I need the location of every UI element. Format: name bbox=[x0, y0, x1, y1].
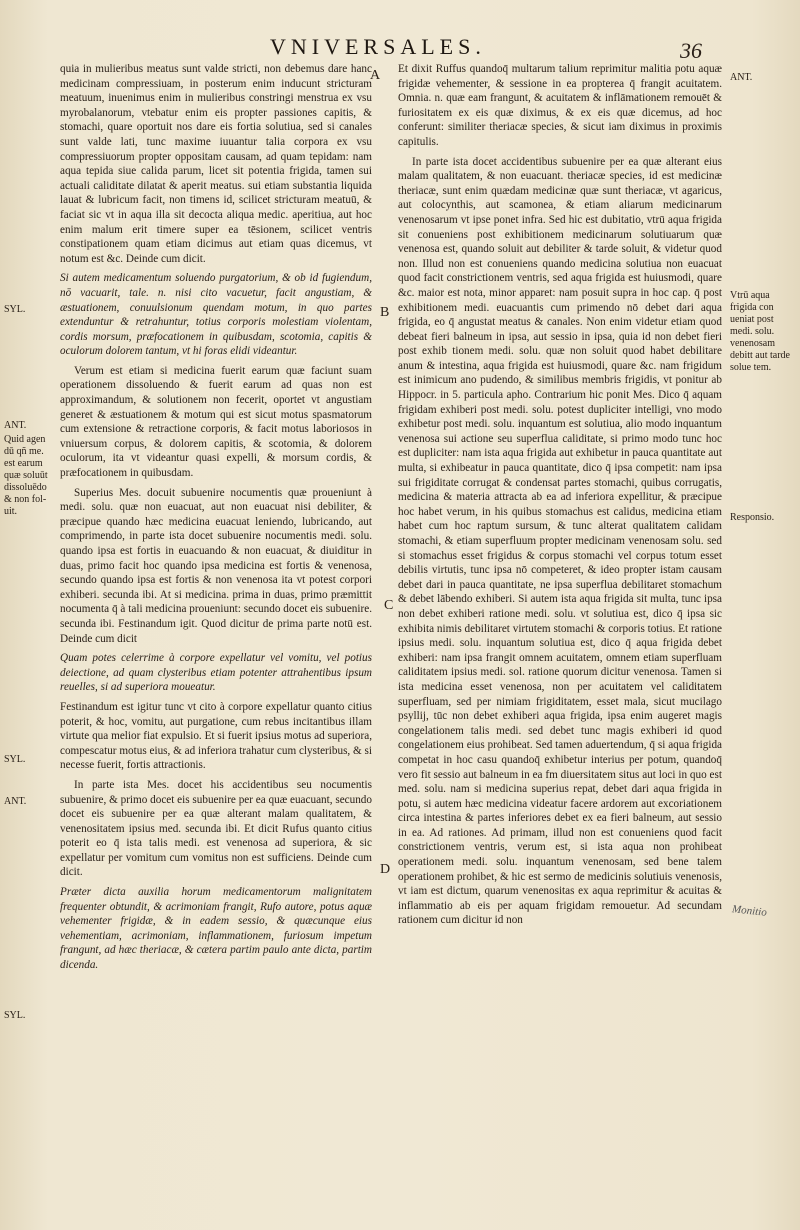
margin-note-left: ANT. bbox=[4, 420, 27, 431]
margin-note-left: SYL. bbox=[4, 1010, 26, 1021]
right-paragraph: In parte ista docet accidentibus subuenire per ea quæ alterant eius malam qualitatem, & non euacuant. theriacæ species, id est medicinæ theriacæ, sunt enim quædam medicinæ quæ sunt theriacæ, vt agaricus, aut colocynthis, aut scamonea, & etiam aliarum medicinarum venenosarum vt ipse ponet infra. Sed hic est dubitatio, vtrū aqua frigida sit conueniens post exhibitionem medicinarum solutiuarum quæ venenosa est, quando soluit aut debiliter & tarde soluit, & videtur quod non. Illud non est conueniens quando medicina solutiua non euacuat quod facit constrictionem ventris, sed aqua frigida est huiusmodi, quare &c. maior est nota, minor apparet: nam posuit supra in hoc cap. q̄ post exhibitionem medi. euacuantis cum primendo nō debet dari aqua frigida, eo q̄ angustat meatus & canales. Non enim videtur etiam quod debeat fieri balneum in ipsa, aut sessio in ipsa, quia id non debet fieri post exhib tionem medi. solu. quæ non soluit quod habet debilitare anum & intestina, aqua frigida est huiusmodi, quare &c. nam frigidum est inimicum ano pudendo, & similibus membris frigidis, vt ponitur ab Hippocr. in 5. particula apho. Contrarium hic ponit Mes. Dico q̄ aquam frigidam exhiberi post medi. solu. potest dupliciter intelligi, vno modo exhibetur post medi. solu. inquantum est solutiua, alio modo inquantum venenosa sui actione seu superflua caliditate, si primo modo tunc hoc est dupliciter: nam ista aqua frigida aut exhibetur in pauca quantitate aut multa, si exhibeatur in pauca quantitate, dico q̄ ipsa competit: nam ipsa sui frigiditate corrugat & condensat partes stomachi, quibus corrugatis, medicina & materia attracta ab ea ad inferiora expellitur, & præcipue hoc habet verum, in his quibus stomachus est calidus, medicina etiam habet cum hoc raptum sursum, & tunc alterat qualitatem calidam stomachi, & etiam superfluum propter medicinam venenosam solu. sed si stomachus esset frigidus & corpus stomachi vel corpus totum esset debilis virtutis, tunc ipsa nō competeret, & ideo propter istam causam debet dari in pauca quantitate, ne ipsa superflua debilitaret stomachum & debet lābendo exhiberi. Si autem ista aqua frigida sit multa, tunc ipsa non debet exhiberi ratione medi. solu. vt solutiua est, dico q̄ ipsa sic exhibita nimis debilitaret virtutem stomachi & corporis totius. Et ratione ipsius medi. solu. inquantum solutiua est, dico q̄ aqua frigida debet exhiberi: nam ipsa frangit omnem acuitatem, omnem etiam superfluam caliditatem ipsius medi. sol. ratione quorum dicitur venenosa. Tamen si ista medicina esset venenosa, non per acuitatem vel caliditatem superfluam, sed per nimiam frigiditatem, esset mala, sicut mucilago psyllij, tūc non debet exhiberi aqua frigida, ipsa enim augeret magis congelationem talis medi. sed debet tunc magis exhiberi id quod congelationem eius prohibeat. Sed tamen aduertendum, q̄ si aqua frigida competat in hoc casu quandoq̄ exhibetur interius per potum, quandoq̄ vero fit sessio aut balneum in ea fm diuersitatem situs aut loci in quo est med. solu. nam si medicina superius repat, debet dari aqua frigida in potu, si autem hæc medicina videatur facere ardorem aut excoriationem circa intestina & partes inferiores debet ex ea fieri balneum, aut sessio in ea. Ad rationes. Ad primam, illud non est conueniens quod facit constrictionem ventris, verum est, si ista aqua non prohibeat operationem medi. solu. inquantum venenosam, sed bene talem operationem prohibet, & hic est sermo de medicinis solutiuis venenosis, vt iam est dictum, quarum venenositas ex aqua reprimitur & acuitas & inflammatio ab eis per aquam frigidam remouetur. Ad secundam rationem cum dicitur id non bbox=[398, 155, 722, 927]
handwritten-annotation: Monitio bbox=[731, 903, 768, 919]
left-paragraph: Festinandum est igitur tunc vt cito à corpore expellatur quanto citius poterit, & hoc, vomitu, aut purgatione, cum rebus incitantibus illam virtute qua melior fiat expulsio. Et si fuerit ipsius motus ad superiora, compescatur motus eius, & ad inferiora trahatur cum clysteribus, & si necesse fuerit, fortis attractionis. bbox=[60, 700, 372, 772]
left-paragraph: Præter dicta auxilia horum medicamentorum malignitatem frequenter obtundit, & acrimoniam frangit, Rufo autore, potus aquæ vehementer frigidæ, & in eadem sessio, & quæcunque eius vehementiam, acrimoniam, inflammationem, furiosum impetum frangunt, ad hæc theriacæ, & cætera partim paulo ante dicta, partim dicenda. bbox=[60, 886, 372, 972]
margin-note-left: ANT. bbox=[4, 796, 27, 807]
section-letter-b: B bbox=[380, 305, 390, 320]
left-paragraph: In parte ista Mes. docet his accidentibus seu nocumentis subuenire, & primo docet eis subuenire per ea quæ euacuant, secundo docet eis subuenire per ea quæ alterant malam qualitatem, & venenositatem ipsius med. secunda ibi. Et dicit Rufus quanto citius poterit eo q̄ ista talis medi. est venenosa ad superiora, & sic expellatur per vomitum cum vomitus non est sufficiens. Deinde cum dicit. bbox=[60, 778, 372, 879]
margin-note-right: Vtrū aqua frigida con ueniat post medi. solu. venenosam debitt aut tarde solue tem. bbox=[730, 290, 790, 373]
margin-note-left: SYL. bbox=[4, 754, 26, 765]
margin-note-right: ANT. bbox=[730, 72, 753, 83]
margin-note-left: SYL. bbox=[4, 304, 26, 315]
section-letter-a: A bbox=[370, 68, 381, 83]
left-paragraph: Verum est etiam si medicina fuerit earum quæ faciunt suam operationem dissoluendo & fuerit earum ad quas non est approximandum, & solutionem non fecerit, oportet vt angustiam generet & æstuationem & motum qui est sicut motus spasmatorum cum extensione & retractione corporis, & facit motus laboriosos in vniuersum corpus, & dolorem capitis, & scotomia, & dolorem oculorum, ita vt videantur quasi expelli, & morsum cordis, & præfocationem in quibusdam. bbox=[60, 364, 372, 480]
left-paragraph: Quam potes celerrime à corpore expellatur vel vomitu, vel potius deiectione, ad quam clysteribus etiam potenter attrahentibus ipsum reuelles, si ad superiora moueatur. bbox=[60, 652, 372, 694]
running-head: VNIVERSALES. bbox=[270, 34, 486, 59]
section-letter-d: D bbox=[380, 862, 391, 877]
left-text-column bbox=[60, 62, 372, 978]
right-paragraph: Et dixit Ruffus quandoq̄ multarum talium reprimitur malitia potu aquæ frigidæ vehementer, & sessione in ea propterea q̄ frangit acuitatem. Omnia. n. quæ eam frangunt, & acuitatem & inflāmationem remouēt & furiositatem ex eis quæ diximus, & ex eis quæ dicemus, ad hoc conferunt: similiter theriacæ species, & sicut iam diximus in proximis capitulis. bbox=[398, 63, 722, 148]
margin-note-left: Quid agen dū qñ me. est earum quæ soluūt dissoluēdo & non fol- uit. bbox=[4, 434, 48, 517]
left-paragraph: Si autem medicamentum soluendo purgatorium, & ob id fugiendum, nō vacuarit, tale. n. nisi cito vacuetur, facit angustiam, & æstuationem, conuulsionum quendam motum, in quo partes extenduntur & retrahuntur, totius corporis molestiam violentam, cordis morsum, præfocationem in quibusdam, scotomia, capitis & oculorum dolorem tantum, vt hi foras elidi videantur. bbox=[60, 272, 372, 358]
right-text-column bbox=[398, 62, 722, 933]
page-header bbox=[0, 34, 800, 64]
page-number: 36 bbox=[680, 38, 702, 63]
section-letter-c: C bbox=[384, 598, 394, 613]
margin-note-right: Responsio. bbox=[730, 512, 775, 523]
left-paragraph: Superius Mes. docuit subuenire nocumentis quæ proueniunt à medi. solu. quæ non euacuat, aut non euacuat nisi debiliter, & præcipue quando hæc medicina euacuat leniendo, lubricando, aut comprimendo, in parte ista docet subuenire nocumentis medi. solu. quando ipsa est fortis in euacuando & non euacuat, & diuiditur in duas, primo facit hoc quando ipsa medicina est fortis & venenosa, secundo quando ipsa est fortis & non venenosa ita vt potest corpori exhiberi. secunda ibi. At si medicina. prima in duas, primo præmittit nocumenta q̄ à tali medicina proueniunt: secundo docet eis subuenire. secunda ibi. Festinandum igit. Quod dicitur de prima parte notū est. Deinde cum dicit bbox=[60, 486, 372, 645]
left-paragraph: quia in mulieribus meatus sunt valde stricti, non debemus dare hanc medicinam compressiuam, in posterum enim inducunt stricturam meatuum, inuenimus enim in mulieribus constringi menstrua ex vsu myrobalanorum, vtebatur enim eis propter passiones capitis, & stomachi, quare oportuit nos dare eis fortia solutiua, sed si canales sunt valde lati, tunc maxime iuuantur talia corpora ex vsu compressiuorum propter oppositam causam, ad quam tepidam: nam aqua tepida siue calida parum, licet sit potentia frigida, tamen sui actuali caliditate dilatat & aperit meatus. sui etiam substantia liquida lauat & lubricum facit, non timens id, scilicet stricturam meatuū, & faciat sic vt in aqua illa sit decocta aliqua medic. aperitiua, aut hoc enim malum erit timere super ea tēsionem, scilicet ventris constipationem quam etiam dicimus aut etiam quas dicemus, vt notum est &c. Deinde cum dicit. bbox=[60, 63, 372, 265]
